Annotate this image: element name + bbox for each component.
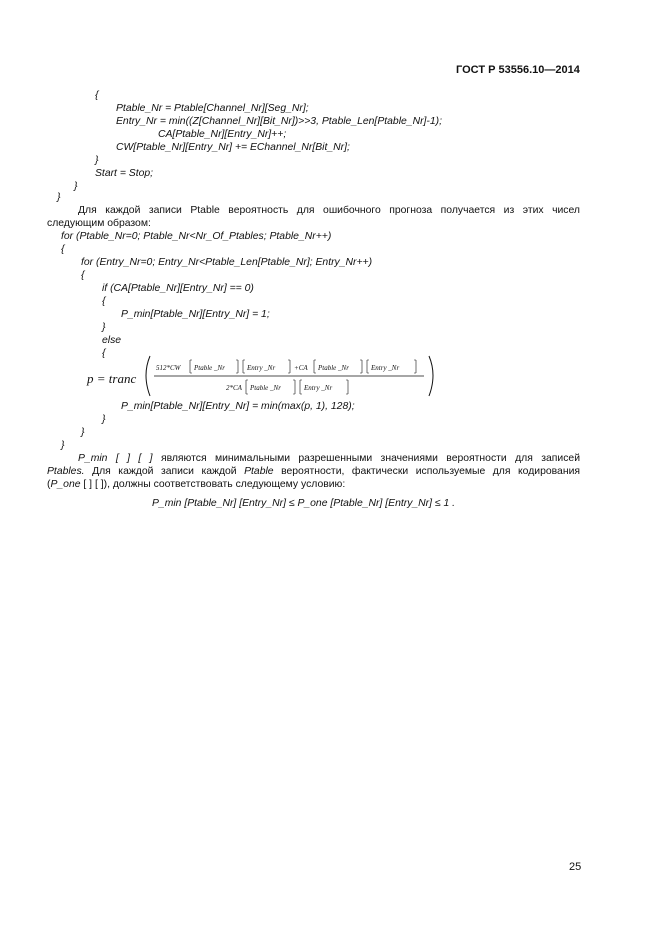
formula-den-idx2: Entry _Nr [304,384,333,392]
code-line: } [81,427,85,438]
code-line: } [102,414,106,425]
paragraph-term: Ptables. [47,466,85,477]
condition-formula: P_min [Ptable_Nr] [Entry_Nr] ≤ P_one [Ptable_Nr] [Entry_Nr] ≤ 1 . [152,498,456,509]
formula-num-idx3: Ptable _Nr [318,364,349,372]
code-line: } [102,322,106,333]
paragraph-line: Для каждой записи Ptable вероятность для ошибочного прогноза получается из этих чисел [78,205,580,216]
code-line: for (Entry_Nr=0; Entry_Nr<Ptable_Len[Ptable_Nr]; Entry_Nr++) [81,257,373,268]
document-header: ГОСТ Р 53556.10—2014 [456,64,580,76]
code-line: } [57,192,61,203]
code-line: } [61,440,65,451]
probability-formula [86,350,436,400]
paragraph-text: являются минимальными разрешенными значениями вероятности для записей [160,453,580,464]
code-line: for (Ptable_Nr=0; Ptable_Nr<Nr_Of_Ptables; Ptable_Nr++) [61,231,332,242]
formula-num-idx1: Ptable _Nr [194,364,225,372]
code-line: CA[Ptable_Nr][Entry_Nr]++; [158,129,287,140]
code-line: { [102,348,106,359]
code-line: } [95,155,99,166]
paragraph-term: Ptable [244,466,274,477]
code-line: P_min[Ptable_Nr][Entry_Nr] = min(max(p, 1), 128); [121,401,355,412]
code-line: Start = Stop; [95,168,154,179]
formula-num-idx4: Entry _Nr [371,364,400,372]
paragraph-line [47,465,580,478]
page-number: 25 [569,861,582,873]
formula-num-plus: +CA [294,364,308,372]
code-line: { [95,90,99,101]
formula-num-coef: 512*CW [156,364,181,372]
formula-num-idx2: Entry _Nr [247,364,276,372]
paragraph-term: P_one [50,479,81,490]
paragraph-line [78,452,580,465]
paragraph-line: (P_one [ ] [ ]), должны соответствовать следующему условию: [47,479,346,490]
code-line: { [61,244,65,255]
formula-lhs: p = tranc [87,371,137,386]
paragraph-text: вероятности, фактически используемые для кодирования [281,466,580,477]
code-line: { [81,270,85,281]
code-line: Ptable_Nr = Ptable[Channel_Nr][Seg_Nr]; [116,103,309,114]
code-line: P_min[Ptable_Nr][Entry_Nr] = 1; [121,309,270,320]
formula-den-coef: 2*CA [226,384,242,392]
code-line: { [102,296,106,307]
paragraph-lead-term: P_min [ ] [ ] [78,453,153,464]
code-line: else [102,335,122,346]
code-line: } [74,181,78,192]
code-line: Entry_Nr = min((Z[Channel_Nr][Bit_Nr])>>3, Ptable_Len[Ptable_Nr]-1); [116,116,443,127]
code-line: if (CA[Ptable_Nr][Entry_Nr] == 0) [102,283,254,294]
formula-den-idx1: Ptable _Nr [250,384,281,392]
paragraph-text: Для каждой записи каждой [92,466,237,477]
code-line: CW[Ptable_Nr][Entry_Nr] += EChannel_Nr[Bit_Nr]; [116,142,350,153]
paragraph-line: следующим образом: [47,218,151,229]
